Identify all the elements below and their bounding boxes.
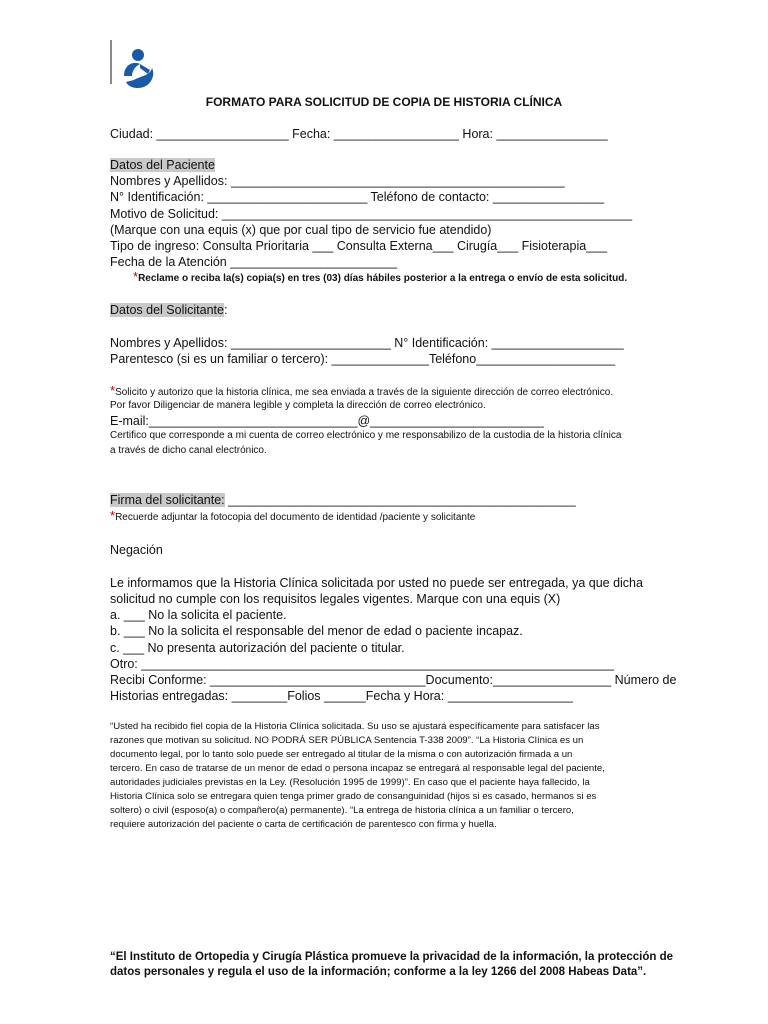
legal-line: “Usted ha recibido fiel copia de la Historia Clínica solicitada. Su uso se ajustará específicamente para satisfacer las [110,721,600,732]
signature-line: __________________________________________________ [224,493,576,507]
legal-line: autoridades judiciales previstas en la Ley. (Resolución 1995 de 1999)”. En caso que el paciente haya fallecido, la [110,777,590,788]
denial-heading: Negación [110,543,163,557]
attention-date-field: Fecha de la Atención ________________________ [110,255,398,269]
attach-id-note: Recuerde adjuntar la fotocopia del documento de identidad /paciente y solicitante [115,512,476,523]
form-title: FORMATO PARA SOLICITUD DE COPIA DE HISTORIA CLÍNICA [205,95,563,109]
email-instruction-text: Por favor Diligenciar de manera legible y completa la dirección de correo electrónico. [110,400,486,411]
denial-paragraph-2: solicitud no cumple con los requisitos legales vigentes. Marque con una equis (X) [110,592,561,606]
requester-name-id-field: Nombres y Apellidos: _______________________ N° Identificación: ___________________ [110,336,624,350]
requester-heading-colon: : [223,303,228,317]
legal-line: tercero. En caso de tratarse de un menor de edad o persona incapaz se entregará al responsable legal del paciente, [110,763,605,774]
legal-line: soltero) o civil (esposo(a) o compañero(a) permanente). “La entrega de historia clínica a un familiar o tercero, [110,805,574,816]
patient-section-heading: Datos del Paciente [110,158,215,172]
privacy-footer [110,950,673,980]
email-field: E-mail:______________________________@_________________________ [110,414,544,428]
required-star-icon: * [110,508,116,523]
footer-line: “El Instituto de Ortopedia y Cirugía Plástica promueve la privacidad de la información, la protección de [110,951,673,963]
city-date-time-row: Ciudad: ___________________ Fecha: __________________ Hora: ________________ [110,127,608,141]
email-certification-text: Certifico que corresponde a mi cuenta de correo electrónico y me responsabilizo de la custodia de la historia clínica [110,430,622,441]
ingress-type-field: Tipo de ingreso: Consulta Prioritaria ___ Consulta Externa___ Cirugía___ Fisioterapia___ [110,239,608,253]
pickup-note [133,270,627,286]
denial-option-a: a. ___ No la solicita el paciente. [110,608,287,622]
denial-other-field: Otro: ____________________________________________________________________ [110,657,614,671]
requester-section-heading: Datos del Solicitante [110,303,224,317]
patient-id-phone-field: N° Identificación: _______________________ Teléfono de contacto: ________________ [110,190,605,204]
service-type-instruction: (Marque con una equis (x) que por cual tipo de servicio fue atendido) [110,223,492,237]
signature-label: Firma del solicitante: [110,493,225,507]
email-certification-text-2: a través de dicho canal electrónico. [110,445,267,456]
email-authorization-text: Solicito y autorizo que la historia clínica, me sea enviada a través de la siguiente dirección de correo electrónico. [115,387,614,398]
legal-line: razones que motivan su solicitud. NO PODRÁ SER PÚBLICA Sentencia T-338 2009”. “La Historia Clínica es un [110,735,584,746]
legal-line: requiere autorización del paciente o carta de certificación de parentesco con firma y huella. [110,819,497,830]
requester-relation-phone-field: Parentesco (si es un familiar o tercero): ______________Teléfono____________________ [110,352,616,366]
request-motive-field: Motivo de Solicitud: ___________________________________________________________ [110,207,633,221]
received-conform-field: Recibi Conforme: _______________________________Documento:_________________ Número de [110,673,677,687]
required-star-icon: * [110,383,116,398]
institution-logo-icon [110,46,164,92]
required-star-icon: * [133,269,139,284]
footer-line: datos personales y regula el uso de la información; conforme a la ley 1266 del 2008 Habeas Data”. [110,966,647,978]
pickup-note-text: Reclame o reciba la(s) copia(s) en tres (03) días hábiles posterior a la entrega o envío de esta solicitud. [138,273,628,284]
denial-paragraph-1: Le informamos que la Historia Clínica solicitada por usted no puede ser entregada, ya que dicha [110,576,643,590]
patient-name-field: Nombres y Apellidos: ________________________________________________ [110,174,565,188]
legal-line: documento legal, por lo tanto solo puede ser entregado al titular de la misma o con autorización firmada a un [110,749,573,760]
delivered-records-field: Historias entregadas: ________Folios ______Fecha y Hora: __________________ [110,689,573,703]
legal-line: Historia Clínica solo se entregara quien tenga primer grado de consanguinidad (hijos si es casado, hermanos si es [110,791,597,802]
legal-notice [110,720,630,832]
denial-option-c: c. ___ No presenta autorización del paciente o titular. [110,641,405,655]
denial-option-b: b. ___ No la solicita el responsable del menor de edad o paciente incapaz. [110,624,523,638]
